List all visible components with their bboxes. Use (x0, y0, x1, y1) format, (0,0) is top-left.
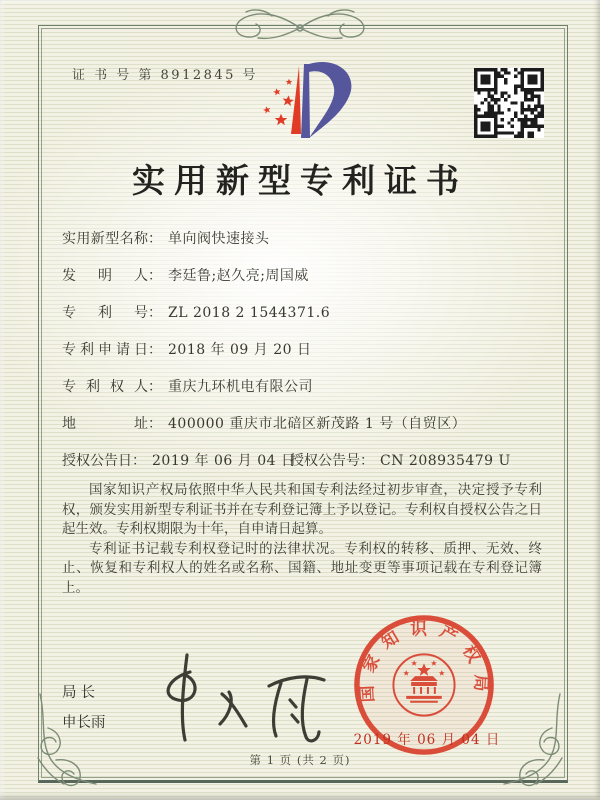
legal-text (62, 481, 542, 598)
field-patentee: 专利权人： 重庆九环机电有限公司 (62, 379, 313, 395)
field-value: 2018 年 09 月 20 日 (168, 342, 312, 358)
field-utility-model-name: 实用新型名称： 单向阀快速接头 (62, 231, 270, 247)
qr-code (474, 68, 544, 138)
field-inventors: 发明人： 李廷鲁;赵久亮;周国威 (62, 268, 309, 284)
grant-number-value: CN 208935479 U (380, 453, 511, 469)
bottom-right-flourish-icon (498, 688, 570, 792)
commissioner-title: 局长 (62, 685, 99, 701)
seal-date: 2019 年 06 月 04 日 (353, 732, 501, 748)
field-label: 发明人 (62, 268, 148, 284)
field-value: 单向阀快速接头 (168, 231, 270, 247)
field-label: 地址 (62, 416, 148, 432)
field-value: 400000 重庆市北碚区新茂路 1 号（自贸区） (168, 416, 467, 432)
certificate-title: 实用新型专利证书 (132, 161, 468, 200)
grant-date-label: 授权公告日 (62, 453, 132, 469)
grant-date-value: 2019 年 06 月 04 日 (152, 453, 296, 469)
top-scroll-ornament-icon (210, 4, 390, 48)
handwritten-signature (132, 642, 347, 754)
field-value: 重庆九环机电有限公司 (168, 379, 313, 395)
field-list (62, 229, 550, 488)
grant-number-label: 授权公告号 (290, 453, 360, 469)
field-label: 实用新型名称 (62, 231, 148, 247)
field-value: ZL 2018 2 1544371.6 (168, 305, 331, 321)
field-filing-date: 专利申请日： 2018 年 09 月 20 日 (62, 342, 312, 358)
page-number: 第 1 页 (共 2 页) (249, 753, 351, 767)
field-grant-row: 授权公告日： 2019 年 06 月 04 日 授权公告号： CN 208935479 U (62, 453, 511, 469)
legal-paragraph-2: 专利证书记载专利权登记时的法律状况。专利权的转移、质押、无效、终止、恢复和专利权人的姓名或名称、国籍、地址变更等事项记载在专利登记簿上。 (62, 540, 542, 596)
field-value: 李廷鲁;赵久亮;周国威 (168, 268, 309, 284)
legal-paragraph-1: 国家知识产权局依照中华人民共和国专利法经过初步审查，决定授予专利权，颁发实用新型专利证书并在专利登记簿上予以登记。专利权自授权公告之日起生效。专利权期限为十年，自申请日起算。 (62, 482, 542, 537)
field-label: 专利权人 (62, 379, 148, 395)
cnipa-patent-logo-icon (237, 58, 367, 158)
certificate-number: 证 书 号 第 8912845 号 (72, 68, 259, 83)
field-label: 专利申请日 (62, 342, 148, 358)
field-label: 专利号 (62, 305, 148, 321)
field-address: 地址： 400000 重庆市北碚区新茂路 1 号（自贸区） (62, 416, 467, 432)
field-patent-number: 专利号： ZL 2018 2 1544371.6 (62, 305, 331, 321)
commissioner-block (62, 681, 106, 732)
commissioner-name: 申长雨 (62, 715, 106, 731)
seal-agency-text: 国家知识产权局 (356, 618, 492, 703)
